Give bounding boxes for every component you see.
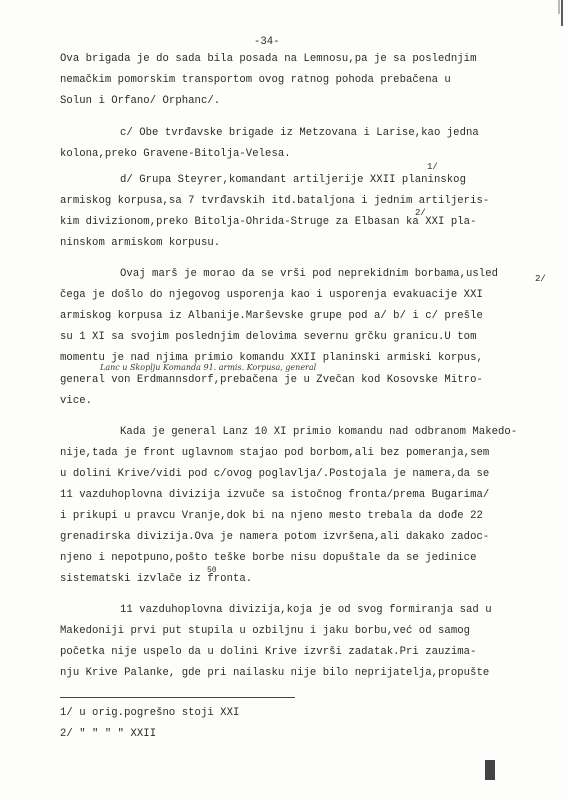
scan-edge-mark: [554, 0, 564, 30]
text-line: u dolini Krive/vidi pod c/ovog poglavlja/.Postojala je namera,da se: [60, 468, 490, 480]
text-line: Solun i Orfano/ Orphanc/.: [60, 95, 221, 107]
text-line: c/ Obe tvrđavske brigade iz Metzovana i Larise,kao jedna: [120, 127, 479, 139]
text-line: armiskog korpusa iz Albanije.Marševske grupe pod a/ b/ i c/ prešle: [60, 310, 483, 322]
text-line: vice.: [60, 395, 93, 407]
footnote-1: 1/ u orig.pogrešno stoji XXI: [60, 707, 240, 719]
page-number: -34-: [254, 36, 280, 48]
footnote-mark-2b: 2/: [535, 274, 546, 284]
margin-number-50: 50: [207, 566, 217, 575]
footnote-mark-2: 2/: [415, 208, 426, 218]
text-line: kolona,preko Gravene-Bitolja-Velesa.: [60, 148, 291, 160]
text-line: d/ Grupa Steyrer,komandant artiljerije XXII planinskog: [120, 174, 466, 186]
text-line: čega je došlo do njegovog usporenja kao i usporenja evakuacije XXI: [60, 289, 483, 301]
footnote-2: 2/ " " " " XXII: [60, 728, 157, 740]
text-line: armiskog korpusa,sa 7 tvrđavskih itd.bataljona i jednim artiljeris-: [60, 195, 490, 207]
text-line: nije,tada je front uglavnom stajao pod borbom,ali bez pomeranja,sem: [60, 447, 490, 459]
scan-corner-mark: [485, 760, 495, 780]
text-line: početka nije uspelo da u dolini Krive izvrši zadatak.Pri zauzima-: [60, 646, 477, 658]
text-line: su 1 XI sa svojim poslednjim delovima severnu grčku granicu.U tom: [60, 331, 477, 343]
footnote-separator: [60, 697, 295, 698]
text-line: ninskom armiskom korpusu.: [60, 237, 221, 249]
text-line: grenadirska divizija.Ova je namera potom izvršena,ali dakako zadoc-: [60, 531, 490, 543]
text-line: njeno i nepotpuno,pošto teške borbe nisu dopuštale da se jedinice: [60, 552, 477, 564]
text-line: Makedoniji prvi put stupila u ozbiljnu i jaku borbu,već od samog: [60, 625, 471, 637]
text-line: Ova brigada je do sada bila posada na Lemnosu,pa je sa poslednjim: [60, 53, 477, 65]
text-line: Ovaj marš je morao da se vrši pod neprekidnim borbama,usled: [120, 268, 499, 280]
handwritten-annotation: Lanc u Skoplju Komanda 91. armis. Korpusa, general: [100, 363, 317, 372]
text-line: Kada je general Lanz 10 XI primio komandu nad odbranom Makedo-: [120, 426, 518, 438]
text-line: kim divizionom,preko Bitolja-Ohrida-Struge za Elbasan ka XXI pla-: [60, 216, 477, 228]
text-line: momentu je nad njima primio komandu XXII planinski armiski korpus,: [60, 352, 483, 364]
text-line: i prikupi u pravcu Vranje,dok bi na njeno mesto trebala da dođe 22: [60, 510, 483, 522]
text-line: 11 vazduhoplovna divizija izvuče sa istočnog fronta/prema Bugarima/: [60, 489, 490, 501]
footnote-mark-1: 1/: [427, 162, 438, 172]
text-line: sistematski izvlače iz fronta.: [60, 573, 253, 585]
text-line: general von Erdmannsdorf,prebačena je u Zvečan kod Kosovske Mitro-: [60, 374, 483, 386]
text-line: nju Krive Palanke, gde pri nailasku nije bilo neprijatelja,propušte: [60, 667, 490, 679]
text-line: 11 vazduhoplovna divizija,koja je od svog formiranja sad u: [120, 604, 492, 616]
text-line: nemačkim pomorskim transportom ovog ratnog pohoda prebačena u: [60, 74, 451, 86]
